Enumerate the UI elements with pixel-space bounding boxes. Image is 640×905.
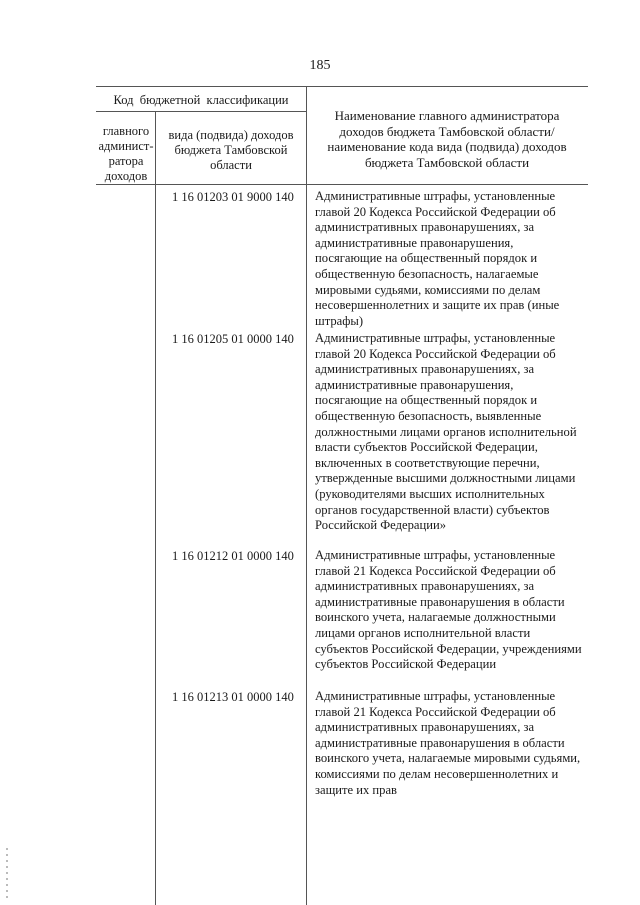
column-divider-2 [306, 86, 307, 905]
row-description: Административные штрафы, установленные главой 21 Кодекса Российской Федерации об административных правонарушениях, за административные правонарушения в области воинского учета, налагаемые должностными лицами органов исполнительной власти субъектов Российской Федерации, учреждениями субъектов Российской Федерации [315, 548, 582, 672]
header-group-divider [96, 111, 306, 112]
column-divider-1 [155, 111, 156, 905]
header-col-income-type: вида (подвида) доходов бюджета Тамбовской области [168, 128, 294, 172]
header-col-main-administrator: главного админист-ратора доходов [98, 124, 154, 183]
header-group-label: Код бюджетной классификации [113, 93, 289, 107]
row-code: 1 16 01205 01 0000 140 [172, 332, 294, 346]
table-top-border [96, 86, 588, 87]
row-code: 1 16 01212 01 0000 140 [172, 549, 294, 563]
row-code: 1 16 01213 01 0000 140 [172, 690, 294, 704]
header-col-name: Наименование главного администратора доходов бюджета Тамбовской области/наименование кода вида (подвида) доходов бюджета Тамбовской области [327, 108, 567, 170]
row-description: Административные штрафы, установленные главой 21 Кодекса Российской Федерации об административных правонарушениях, за административные правонарушения в области воинского учета, налагаемые мировыми судьями, комиссиями по делам несовершеннолетних и защите их прав [315, 689, 581, 797]
row-description: Административные штрафы, установленные главой 20 Кодекса Российской Федерации об административных правонарушениях, за административные правонарушения, посягающие на общественный порядок и общественную безопасность, выявленные должностными лицами органов исполнительной власти субъектов Российской Федерации, включенных в соответствующие перечни, утвержденные высшими должностными лицами (руководителями высших исполнительных органов государственной власти) субъектов Российской Федерации» [315, 331, 577, 533]
scan-margin-marks [6, 848, 8, 898]
header-bottom-border [96, 184, 588, 185]
page-number: 185 [309, 58, 331, 73]
row-code: 1 16 01203 01 9000 140 [172, 190, 294, 204]
row-description: Административные штрафы, установленные главой 20 Кодекса Российской Федерации об административных правонарушениях, за административные правонарушения, посягающие на общественный порядок и общественную безопасность, налагаемые мировыми судьями, комиссиями по делам несовершеннолетних и защите их прав (иные штрафы) [315, 189, 560, 328]
